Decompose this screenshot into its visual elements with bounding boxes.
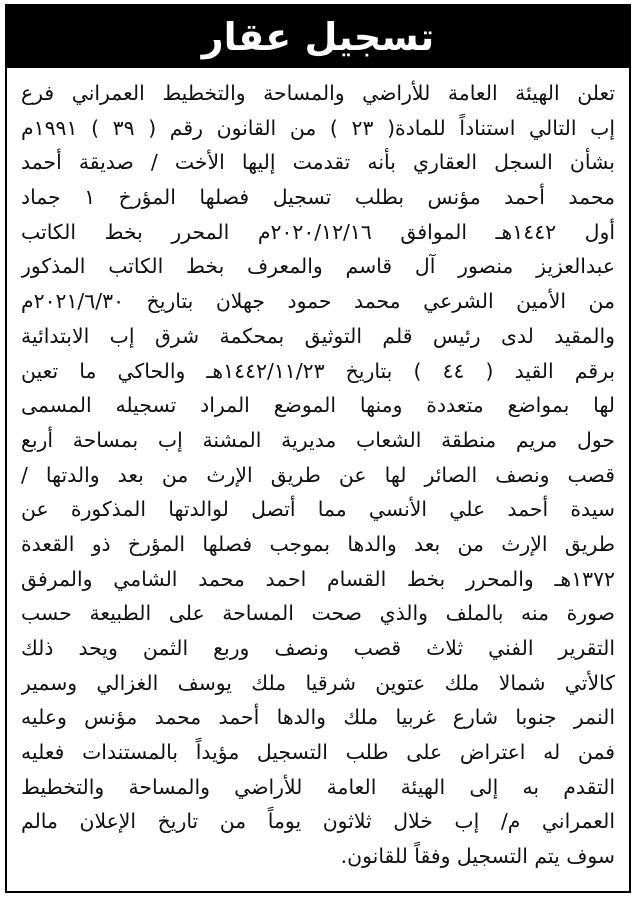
notice-body	[7, 68, 629, 874]
body-line: أول ١٤٤٢هـ الموافق ٢٠٢٠/١٢/١٦م المحرر بخط الكاتب	[21, 219, 615, 244]
body-line: صورة منه بالملف والذي صحت المساحة على الطبيعة حسب	[21, 601, 615, 626]
body-line: من الأمين الشرعي محمد حمود جهلان بتاريخ ٢٠٢١/٦/٣٠م	[21, 289, 615, 314]
body-line: لها بمواضع متعددة ومنها الموضع المراد تسجيله المسمى	[21, 393, 615, 418]
body-line: والمقيد لدى رئيس قلم التوثيق بمحكمة شرق إب الابتدائية	[21, 323, 615, 348]
body-line: قصب ونصف الصائر لها عن طريق الإرث من بعد والدتها /	[21, 462, 615, 487]
body-line: محمد أحمد مؤنس بطلب تسجيل فصلها المؤرخ ١ جماد	[21, 185, 615, 210]
body-line: برقم القيد ( ٤٤ ) بتاريخ ١٤٤٢/١١/٢٣هـ والحاكي ما تعين	[21, 358, 615, 383]
body-line: ١٣٧٢هـ والمحرر بخط القسام احمد محمد الشامي والمرفق	[21, 566, 615, 591]
body-line: تعلن الهيئة العامة للأراضي والمساحة والتخطيط العمراني فرع	[21, 81, 615, 105]
body-line: التقدم به إلى الهيئة العامة للأراضي والمساحة والتخطيط	[21, 774, 615, 799]
body-line: طريق الإرث من بعد والدها بموجب فصلها المؤرخ ذو القعدة	[21, 531, 615, 556]
body-line: التقرير الفني ثلاث قصب ونصف وربع الثمن ويحد ذلك	[21, 636, 615, 660]
body-line: حول مريم منطقة الشعاب مديرية المشنة إب بمساحة أربع	[21, 427, 615, 452]
body-line: سوف يتم التسجيل وفقاً للقانون.	[340, 844, 615, 869]
notice-title: تسجيل عقار	[7, 6, 629, 68]
body-line: سيدة أحمد علي الأنسي مما أتصل لوالدتها المذكورة عن	[21, 497, 615, 522]
body-line: عبدالعزيز منصور آل قاسم والمعرف بخط الكاتب المذكور	[21, 254, 615, 279]
body-line: العمراني م/ إب خلال ثلاثون يوماً من تاريخ الإعلان مالم	[21, 809, 615, 834]
body-line: كالأتي شمالا ملك عتوين شرقيا ملك يوسف الغزالي وسمير	[21, 670, 615, 695]
notice-box	[5, 4, 631, 893]
body-line: إب التالي استناداً للمادة( ٢٣ ) من القانون رقم ( ٣٩ ) ١٩٩١م	[21, 115, 615, 140]
body-line: النمر جنوبا شارع غربيا ملك والدها أحمد محمد مؤنس وعليه	[21, 705, 615, 730]
body-line: فمن له اعتراض على طلب التسجيل مؤيداً بالمستندات فعليه	[21, 740, 615, 765]
body-line: بشأن السجل العقاري بأنه تقدمت إليها الأخت / صديقة أحمد	[21, 150, 615, 175]
